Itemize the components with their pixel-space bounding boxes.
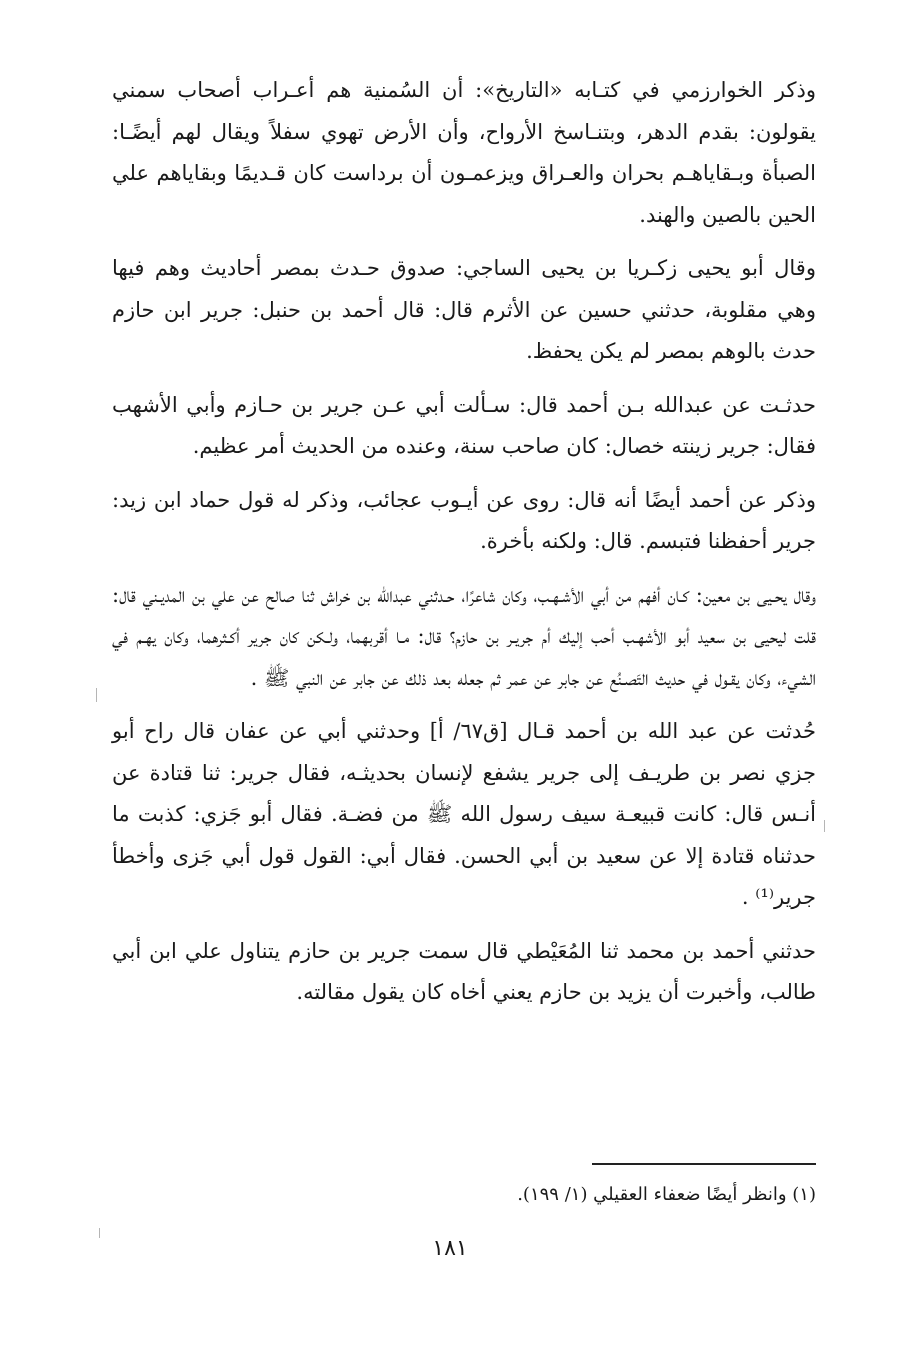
paragraph: وذكر عن أحمد أيضًا أنه قال: روى عن أيـوب عجائب، وذكر له قول حماد ابن زيد: جرير أحفظنا فتبسم. قال: ولكنه بأخرة. [112,487,816,553]
footnote: (١) وانظر أيضًا ضعفاء العقيلي (١/ ١٩٩). [517,1184,816,1205]
page-number: ١٨١ [432,1236,468,1261]
paragraph: حدثني أحمد بن محمد ثنا المُعَيْطي قال سمت جرير بن حازم يتناول علي ابن أبي طالب، وأخبرت أن يزيد بن حازم يعني أخاه كان يقول مقالته. [112,938,816,1004]
footnote-divider [592,1163,816,1165]
paragraph: حُدثت عن عبد الله بن أحمد قـال [ق٦٧/ أ] وحدثني أبي عن عفان قال راح أبو جزي نصر بن طريـف إلى جرير يشفع لإنسان بحديثـه، فقال جرير: ثنا قتادة عن أنـس قال: كانت قبيعـة سيف رسول الله ﷺ من فضـة. فقال أبو جَزي: كذبت ما حدثناه قتادة إلا عن سعيد بن أبي الحسن. فقال أبي: القول قول أبي جَزى وأخطأ جرير⁽¹⁾ . [112,719,816,909]
scan-margin-mark [824,820,825,832]
paragraph: وقال يحـيى بن معين: كـان أفهم من أبي الأشـهـب، وكان شاعرًا، حـدثني عبدالله بن خراش ثنا صالح عن علي بن المديـني قال: قلت ليحيى بن سعيد أبو الأشهـب أحب إليك أم جريـر بن حازم؟ قال: مـا أقربهما، ولـكن كان جرير أكـثرهما، وكان يهـم في الشيء، وكان يقـول في حديث التَصـنُع عن جابر عن عمر ثم جعله بعد ذلك عن جابر عن النبي ﷺ . [112,582,816,690]
paragraph: وقال أبو يحيى زكـريا بن يحيى الساجي: صدوق حـدث بمصر أحاديث وهم فيها وهي مقلوبة، حدثني حسين عن الأثرم قال: قال أحمد بن حنبل: جرير ابن حازم حدث بالوهم بمصر لم يكن يحفظ. [112,256,816,363]
paragraph: وذكر الخوارزمي في كتـابه «التاريخ»: أن السُمنية هم أعـراب أصحاب سمني يقولون: بقدم الدهر، وبتنـاسخ الأرواح، وأن الأرض تهوي سفلاً ويقال لهم أيضًـا: الصبأة وبـقاياهـم بحران والعـراق ويزعمـون أن برداست كان قـديمًا وبقاياهم علي الحين بالصين والهند. [112,78,816,227]
scan-margin-mark [96,688,97,702]
paragraph: حدثـت عن عبدالله بـن أحمد قال: سـألت أبي عـن جرير بن حـازم وأبي الأشهب فقال: جرير زينته خصال: كان صاحب سنة، وعنده من الحديث أمر عظيم. [112,392,816,458]
body-text [112,70,816,1026]
